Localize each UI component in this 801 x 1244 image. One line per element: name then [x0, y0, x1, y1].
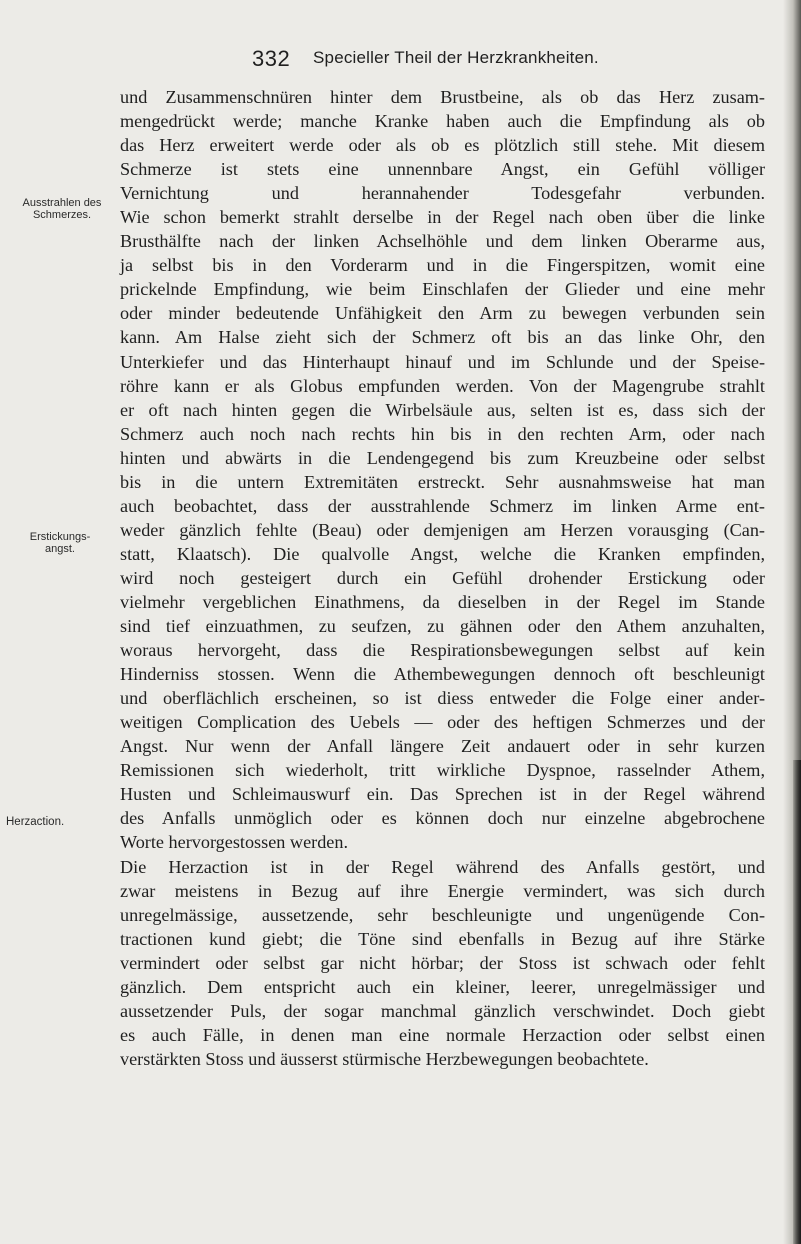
text-line: weitigen Complication des Uebels — oder des heftigen Schmerzes und der — [120, 712, 765, 733]
text-line: röhre kann er als Globus empfunden werden. Von der Magengrube strahlt — [120, 375, 765, 396]
text-line: gänzlich. Dem entspricht auch ein kleiner, leerer, unregelmässiger und — [120, 976, 765, 997]
margin-note-herzaction — [6, 816, 110, 828]
text-line: zwar meistens in Bezug auf ihre Energie vermindert, was sich durch — [120, 880, 765, 901]
margin-note-erstickungsangst — [8, 531, 112, 555]
text-line: vielmehr vergeblichen Einathmens, da dieselben in der Regel im Stande — [120, 591, 765, 612]
margin-note-line: Herzaction. — [6, 816, 65, 828]
text-line: Husten und Schleimauswurf ein. Das Sprechen ist in der Regel während — [120, 784, 765, 805]
text-line: Worte hervorgestossen werden. — [120, 832, 348, 853]
text-line: ja selbst bis in den Vorderarm und in die Fingerspitzen, womit eine — [120, 255, 765, 276]
text-line: und oberflächlich erscheinen, so ist diess entweder die Folge einer ander- — [120, 688, 765, 709]
text-line: und Zusammenschnüren hinter dem Brustbeine, als ob das Herz zusam- — [120, 87, 765, 107]
text-line: unregelmässige, aussetzende, sehr beschleunigte und ungenügende Con- — [120, 904, 765, 925]
text-line: weder gänzlich fehlte (Beau) oder demjenigen am Herzen vorausging (Can- — [120, 519, 765, 540]
text-line: aussetzender Puls, der sogar manchmal gänzlich verschwindet. Doch giebt — [120, 1000, 765, 1021]
text-line: hinten und abwärts in die Lendengegend bis zum Kreuzbeine oder selbst — [120, 447, 765, 468]
text-line: verstärkten Stoss und äusserst stürmische Herzbewegungen beobachtete. — [120, 1048, 649, 1069]
margin-note-line: angst. — [45, 543, 75, 555]
text-line: Remissionen sich wiederholt, tritt wirkliche Dyspnoe, rasselnder Athem, — [120, 760, 765, 781]
text-line: das Herz erweitert werde oder als ob es plötzlich still stehe. Mit diesem — [120, 135, 765, 156]
text-line: des Anfalls unmöglich oder es können doch nur einzelne abgebrochene — [120, 808, 765, 829]
page-header — [0, 46, 801, 76]
text-line: bis in die untern Extremitäten erstreckt. Sehr ausnahmsweise hat man — [120, 471, 765, 492]
text-line: statt, Klaatsch). Die qualvolle Angst, welche die Kranken empfinden, — [120, 543, 765, 564]
text-line: woraus hervorgeht, dass die Respirationsbewegungen selbst auf kein — [120, 640, 765, 661]
text-line: wird noch gesteigert durch ein Gefühl drohender Erstickung oder — [120, 567, 765, 588]
text-line: Brusthälfte nach der linken Achselhöhle und dem linken Oberarme aus, — [120, 231, 765, 252]
margin-note-line: Ausstrahlen des — [22, 197, 102, 209]
page-edge-dark — [793, 760, 801, 1244]
text-line: auch beobachtet, dass der ausstrahlende Schmerz im linken Arme ent- — [120, 495, 765, 516]
text-line: Schmerze ist stets eine unnennbare Angst, ein Gefühl völliger — [120, 159, 765, 180]
running-title: Specieller Theil der Herzkrankheiten. — [313, 48, 599, 67]
text-line: Schmerz auch noch nach rechts hin bis in den rechten Arm, oder nach — [120, 423, 765, 444]
text-line: Die Herzaction ist in der Regel während des Anfalls gestört, und — [120, 856, 765, 877]
text-line: Wie schon bemerkt strahlt derselbe in der Regel nach oben über die linke — [120, 207, 765, 228]
text-line: er oft nach hinten gegen die Wirbelsäule aus, selten ist es, dass sich der — [120, 399, 765, 420]
body-text — [120, 85, 765, 1071]
text-line: Angst. Nur wenn der Anfall längere Zeit andauert oder in sehr kurzen — [120, 736, 765, 757]
text-line: mengedrückt werde; manche Kranke haben auch die Empfindung als ob — [120, 111, 765, 132]
text-line: Vernichtung und herannahender Todesgefahr verbunden. — [120, 183, 765, 204]
text-line: Hinderniss stossen. Wenn die Athembewegungen dennoch oft beschleunigt — [120, 664, 765, 685]
margin-note-ausstrahlen — [6, 197, 118, 221]
margin-note-line: Erstickungs- — [29, 531, 91, 543]
margin-note-line: Schmerzes. — [32, 209, 92, 221]
text-line: tractionen kund giebt; die Töne sind ebenfalls in Bezug auf ihre Stärke — [120, 928, 765, 949]
page-number: 332 — [252, 46, 291, 71]
text-line: vermindert oder selbst gar nicht hörbar; der Stoss ist schwach oder fehlt — [120, 952, 765, 973]
text-line: oder minder bedeutende Unfähigkeit den Arm zu bewegen verbunden sein — [120, 303, 765, 324]
text-line: es auch Fälle, in denen man eine normale Herzaction oder selbst einen — [120, 1024, 765, 1045]
text-line: Unterkiefer und das Hinterhaupt hinauf und im Schlunde und der Speise- — [120, 351, 765, 372]
text-line: prickelnde Empfindung, wie beim Einschlafen der Glieder und eine mehr — [120, 279, 765, 300]
text-line: sind tief einzuathmen, zu seufzen, zu gähnen oder den Athem anzuhalten, — [120, 616, 765, 637]
text-line: kann. Am Halse zieht sich der Schmerz oft bis an das linke Ohr, den — [120, 327, 765, 348]
